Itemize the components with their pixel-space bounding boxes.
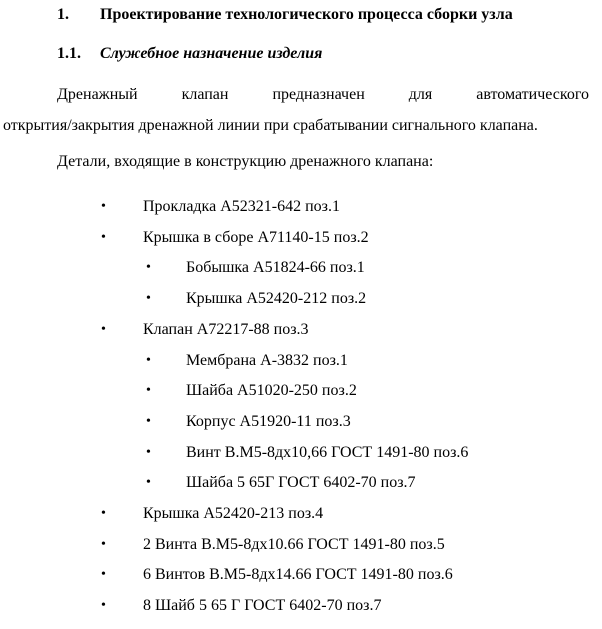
bullet-icon: •	[146, 353, 151, 368]
bullet-icon: •	[101, 199, 106, 214]
list-item-label: 2 Винта В.М5-8дх10.66 ГОСТ 1491-80 поз.5	[143, 536, 445, 553]
paragraph-word: предназначен	[272, 86, 365, 103]
list-item-label: Корпус А51920-11 поз.3	[186, 413, 351, 430]
purpose-paragraph-line1	[57, 85, 589, 105]
list-item-label: Винт В.М5-8дх10,66 ГОСТ 1491-80 поз.6	[186, 444, 469, 461]
bullet-icon: •	[146, 383, 151, 398]
parts-intro-text: Детали, входящие в конструкцию дренажного клапана:	[57, 153, 434, 170]
purpose-paragraph-line2: открытия/закрытия дренажной линии при срабатывании сигнального клапана.	[3, 117, 538, 134]
paragraph-word: клапан	[181, 86, 229, 103]
paragraph-word: Дренажный	[57, 86, 138, 103]
bullet-icon: •	[146, 260, 151, 275]
paragraph-word: автоматического	[476, 86, 589, 103]
bullet-icon: •	[146, 475, 151, 490]
bullet-icon: •	[101, 506, 106, 521]
list-item-label: 6 Винтов В.М5-8дх14.66 ГОСТ 1491-80 поз.6	[143, 566, 453, 583]
list-item-label: Прокладка А52321-642 поз.1	[143, 198, 340, 215]
subsection-number: 1.1.	[57, 45, 81, 62]
bullet-icon: •	[146, 291, 151, 306]
list-item-label: Шайба 5 65Г ГОСТ 6402-70 поз.7	[186, 474, 416, 491]
bullet-icon: •	[101, 230, 106, 245]
list-item-label: Мембрана А-3832 поз.1	[186, 352, 348, 369]
bullet-icon: •	[101, 322, 106, 337]
list-item-label: Крышка А52420-212 поз.2	[186, 290, 367, 307]
bullet-icon: •	[146, 414, 151, 429]
bullet-icon: •	[101, 598, 106, 613]
list-item-label: Шайба А51020-250 поз.2	[186, 382, 357, 399]
list-item-label: Клапан А72217-88 поз.3	[143, 321, 309, 338]
section-title: Проектирование технологического процесса сборки узла	[100, 6, 513, 23]
list-item-label: Крышка в сборе А71140-15 поз.2	[143, 229, 369, 246]
paragraph-word: для	[408, 86, 433, 103]
bullet-icon: •	[101, 537, 106, 552]
bullet-icon: •	[101, 567, 106, 582]
subsection-title: Служебное назначение изделия	[100, 45, 323, 62]
list-item-label: Крышка А52420-213 поз.4	[143, 505, 324, 522]
list-item-label: Бобышка А51824-66 поз.1	[186, 259, 365, 276]
section-number: 1.	[57, 6, 69, 23]
bullet-icon: •	[146, 445, 151, 460]
list-item-label: 8 Шайб 5 65 Г ГОСТ 6402-70 поз.7	[143, 597, 382, 614]
